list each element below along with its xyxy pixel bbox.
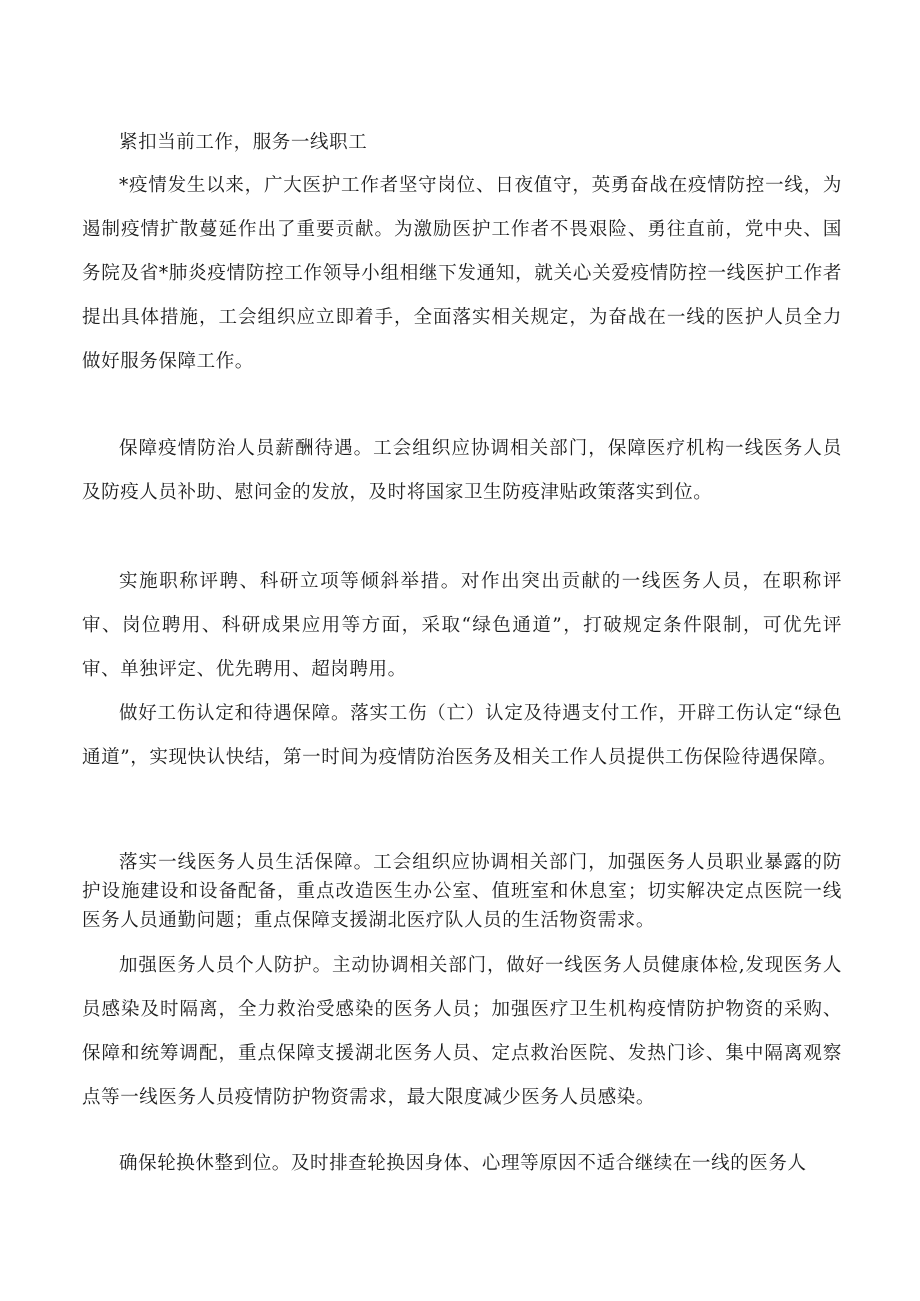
paragraph-work-injury: 做好工伤认定和待遇保障。落实工伤（亡）认定及待遇支付工作，开辟工伤认定“绿色通道”，实现快认快结，第一时间为疫情防治医务及相关工作人员提供工伤保险待遇保障。 [82,703,842,768]
paragraph-title-evaluation: 实施职称评聘、科研立项等倾斜举措。对作出突出贡献的一线医务人员，在职称评审、岗位聘用、科研成果应用等方面，采取“绿色通道”，打破规定条件限制，可优先评审、单独评定、优先聘用、超岗聘用。 [82,571,842,680]
paragraph-living-support: 落实一线医务人员生活保障。工会组织应协调相关部门，加强医务人员职业暴露的防护设施建设和设备配备，重点改造医生办公室、值班室和休息室；切实解决定点医院一线医务人员通勤问题；重点保障支援湖北医疗队人员的生活物资需求。 [82,852,842,931]
paragraph-rotation: 确保轮换休整到位。及时排查轮换因身体、心理等原因不适合继续在一线的医务人 [119,1153,807,1174]
paragraph-intro: *疫情发生以来，广大医护工作者坚守岗位、日夜值守，英勇奋战在疫情防控一线，为遏制疫情扩散蔓延作出了重要贡献。为激励医护工作者不畏艰险、勇往直前，党中央、国务院及省*肺炎疫情防控工作领导小组相继下发通知，就关心关爱疫情防控一线医护工作者提出具体措施，工会组织应立即着手，全面落实相关规定，为奋战在一线的医护人员全力做好服务保障工作。 [82,175,842,372]
paragraph-salary: 保障疫情防治人员薪酬待遇。工会组织应协调相关部门，保障医疗机构一线医务人员及防疫人员补助、慰问金的发放，及时将国家卫生防疫津贴政策落实到位。 [82,438,842,503]
section-heading: 紧扣当前工作，服务一线职工 [119,132,368,153]
paragraph-personal-protection: 加强医务人员个人防护。主动协调相关部门，做好一线医务人员健康体检,发现医务人员感染及时隔离，全力救治受感染的医务人员；加强医疗卫生机构疫情防护物资的采购、保障和统筹调配，重点保障支援湖北医务人员、定点救治医院、发热门诊、集中隔离观察点等一线医务人员疫情防护物资需求，最大限度减少医务人员感染。 [82,955,842,1108]
